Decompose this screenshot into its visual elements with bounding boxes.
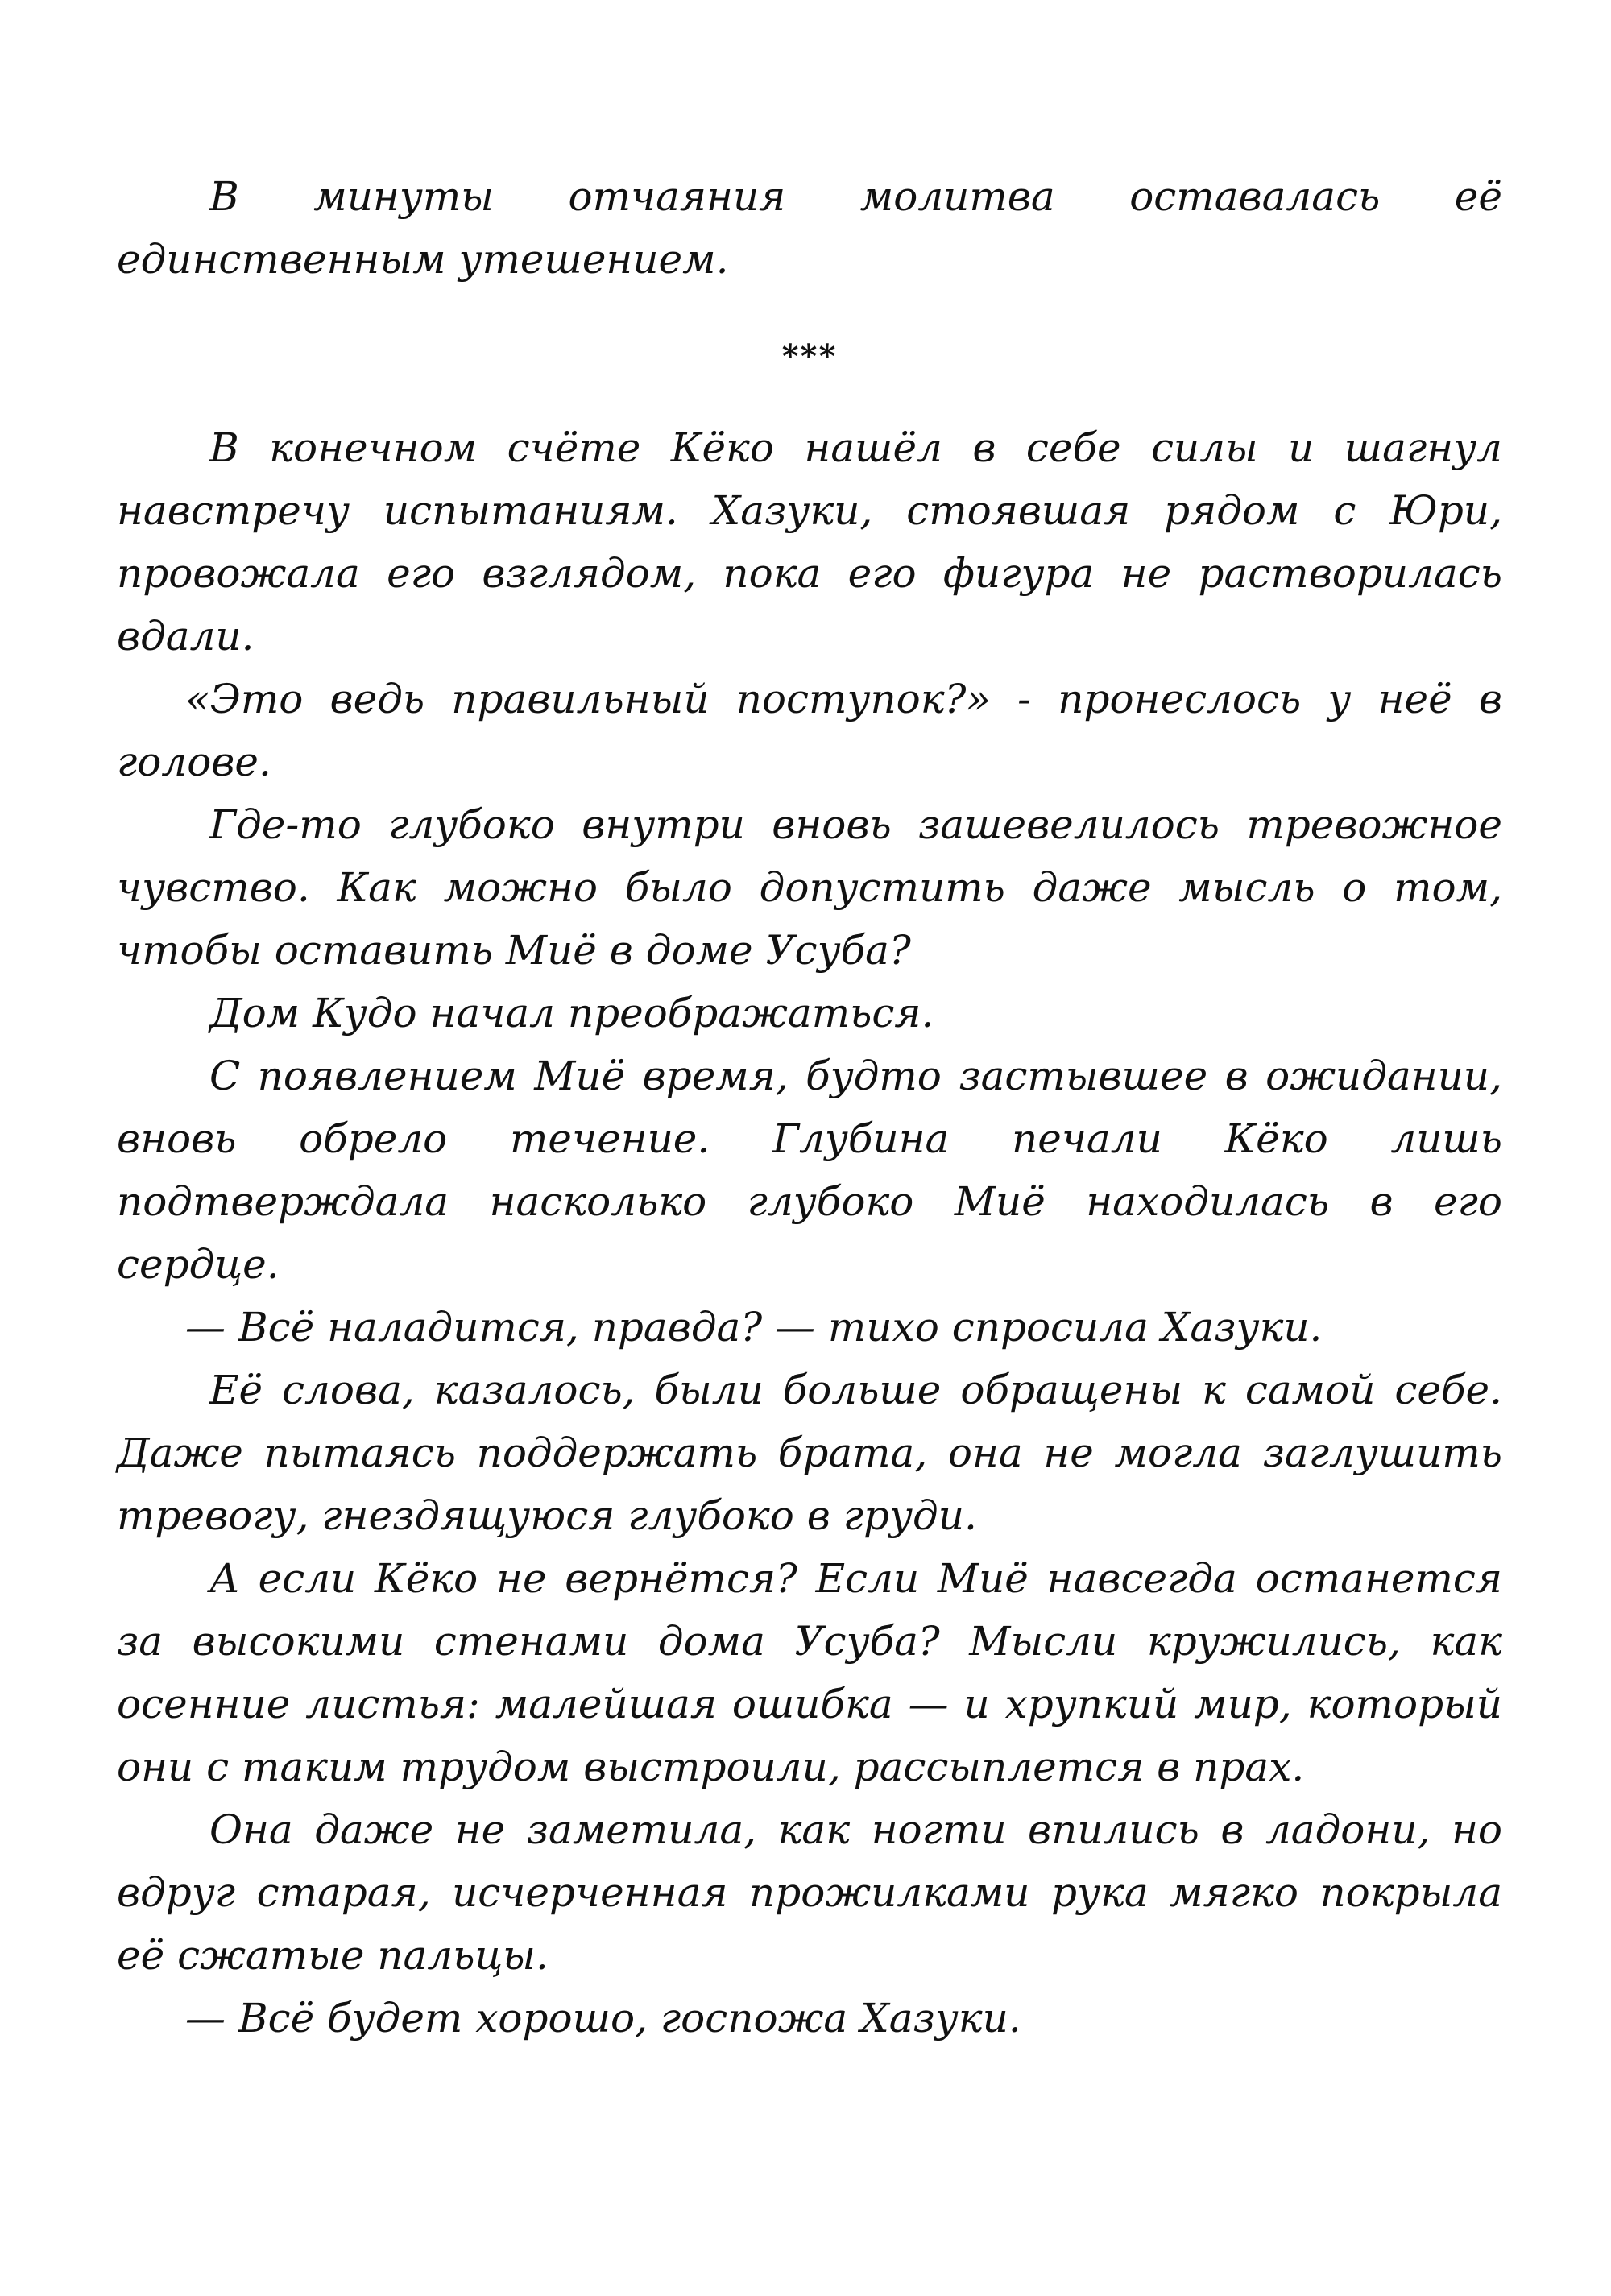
- paragraph-1: В конечном счёте Кёко нашёл в себе силы и шагнул навстречу испытаниям. Хазуки, стоявшая рядом с Юри, провожала его взглядом, пока его фигура не растворилась вдали.: [117, 424, 1502, 660]
- paragraph-6: — Всё наладится, правда? — тихо спросила Хазуки.: [185, 1304, 1323, 1351]
- paragraph-7: Её слова, казалось, были больше обращены к самой себе. Даже пытаясь поддержать брата, она не могла заглушить тревогу, гнездящуюся глубоко в груди.: [117, 1367, 1502, 1539]
- paragraph-10: — Всё будет хорошо, госпожа Хазуки.: [185, 1995, 1021, 2042]
- paragraph-3: Где-то глубоко внутри вновь зашевелилось тревожное чувство. Как можно было допустить даже мысль о том, чтобы оставить Миё в доме Усуба?: [117, 801, 1502, 974]
- paragraph-9: Она даже не заметила, как ногти впились в ладони, но вдруг старая, исчерченная прожилками рука мягко покрыла её сжатые пальцы.: [117, 1806, 1502, 1979]
- document-page: [117, 165, 1502, 2050]
- intro-paragraph: В минуты отчаяния молитва оставалась её единственным утешением.: [117, 173, 1502, 283]
- paragraph-5: С появлением Миё время, будто застывшее в ожидании, вновь обрело течение. Глубина печали Кёко лишь подтверждала насколько глубоко Миё находилась в его сердце.: [117, 1053, 1502, 1288]
- section-separator: ***: [781, 337, 838, 375]
- paragraph-2: «Это ведь правильный поступок?» - пронеслось у неё в голове.: [117, 676, 1502, 785]
- paragraph-4: Дом Кудо начал преображаться.: [209, 990, 934, 1036]
- paragraph-8: А если Кёко не вернётся? Если Миё навсегда останется за высокими стенами дома Усуба? Мысли кружились, как осенние листья: малейшая ошибка — и хрупкий мир, который они с таким трудом выстроили, рассыплется в прах.: [117, 1555, 1502, 1790]
